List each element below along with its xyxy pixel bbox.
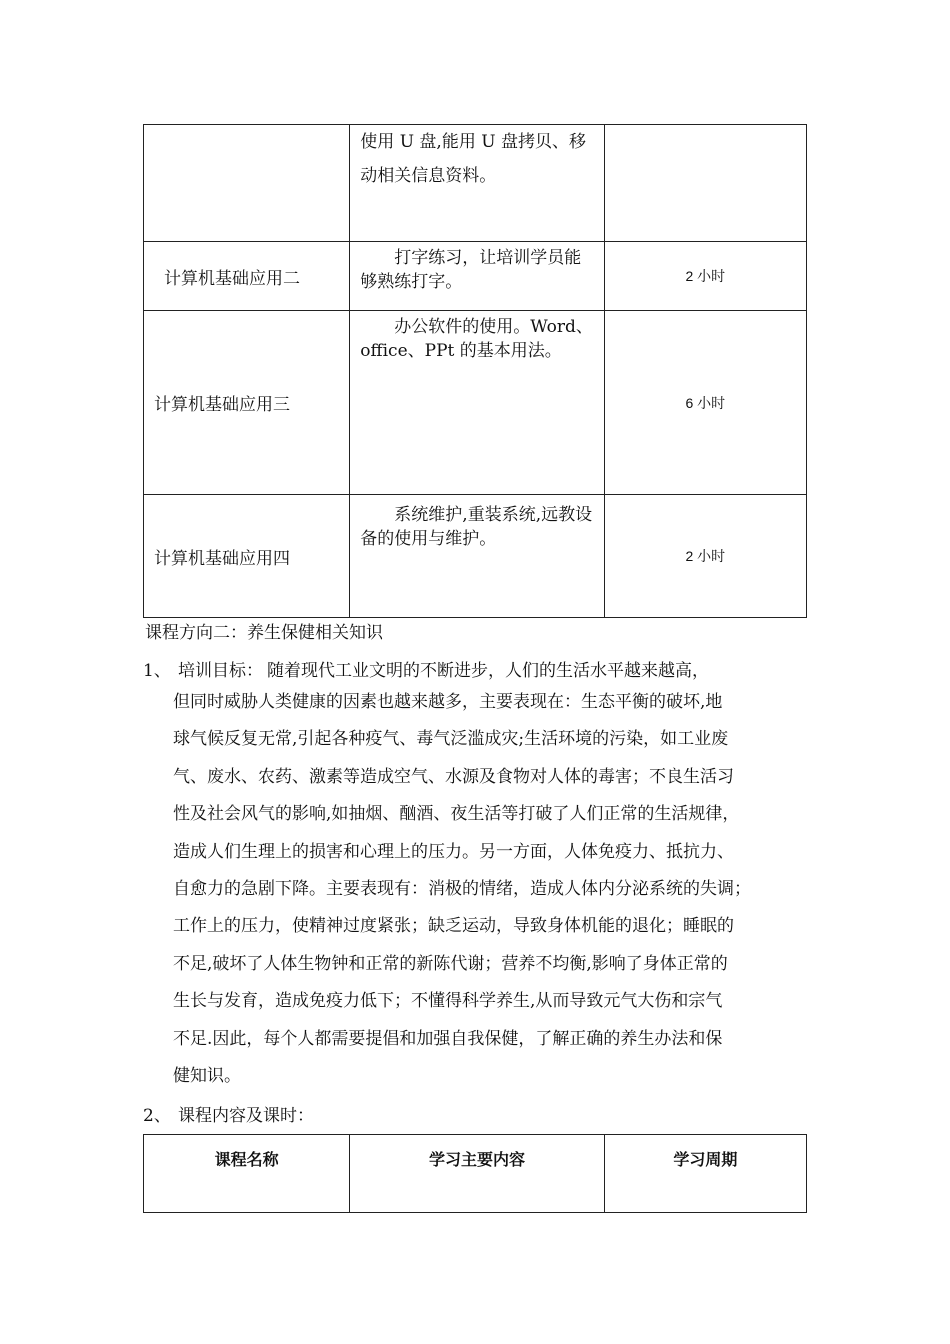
course-content-text: 系统维护,重装系统,远教设备的使用与维护。 [360,505,593,549]
course-content-cell [350,125,604,242]
paragraph-line: 工作上的压力，使精神过度紧张；缺乏运动，导致身体机能的退化；睡眠的 [173,916,734,937]
table-row [144,495,807,618]
paragraph-line: 性及社会风气的影响,如抽烟、酗酒、夜生活等打破了人们正常的生活规律， [173,804,740,825]
course-content-text: 使用 U 盘,能用 U 盘拷贝、移动相关信息资料。 [360,132,586,186]
course-hours-cell: 6 小时 [604,311,806,495]
course-table-1 [143,124,807,618]
list-label: 培训目标： [178,661,263,681]
course-name-cell: 计算机基础应用四 [144,495,350,618]
course-hours-cell [604,125,806,242]
course-content-cell [350,242,604,311]
list-label: 课程内容及课时： [178,1106,314,1126]
section-heading: 课程方向二：养生保健相关知识 [145,623,383,643]
paragraph-line: 健知识。 [173,1065,241,1086]
column-header-content: 学习主要内容 [350,1135,604,1213]
paragraph-line: 球气候反复无常,引起各种疫气、毒气泛滥成灾;生活环境的污染，如工业废 [173,729,729,750]
paragraph-line: 造成人们生理上的损害和心理上的压力。另一方面，人体免疫力、抵抗力、 [173,841,734,862]
list-number: 1、 [143,661,171,681]
list-number: 2、 [143,1106,171,1126]
course-content-cell [350,311,604,495]
table-header-row [144,1135,807,1213]
paragraph-line: 自愈力的急剧下降。主要表现有：消极的情绪，造成人体内分泌系统的失调； [173,878,751,899]
paragraph-line: 不足,破坏了人体生物钟和正常的新陈代谢；营养不均衡,影响了身体正常的 [173,953,728,974]
table-row [144,311,807,495]
paragraph-first-line: 随着现代工业文明的不断进步，人们的生活水平越来越高， [267,661,709,681]
course-content-cell [350,495,604,618]
course-name-cell: 计算机基础应用二 [144,242,350,311]
paragraph-line: 但同时威胁人类健康的因素也越来越多，主要表现在：生态平衡的破坏,地 [173,692,723,712]
column-header-period: 学习周期 [604,1135,806,1213]
course-name-cell: 计算机基础应用三 [144,311,350,495]
paragraph-line: 生长与发育，造成免疫力低下；不懂得科学养生,从而导致元气大伤和宗气 [173,991,723,1012]
table-row [144,242,807,311]
course-name-cell [144,125,350,242]
table-row [144,125,807,242]
course-hours-cell: 2 小时 [604,495,806,618]
training-goal-paragraph [173,684,833,1095]
column-header-course-name: 课程名称 [144,1135,350,1213]
paragraph-line: 气、废水、农药、激素等造成空气、水源及食物对人体的毒害；不良生活习 [173,766,734,787]
course-hours-cell: 2 小时 [604,242,806,311]
course-table-2 [143,1134,807,1213]
course-content-text: 打字练习，让培训学员能够熟练打字。 [360,248,582,292]
paragraph-line: 不足.因此，每个人都需要提倡和加强自我保健，了解正确的养生办法和保 [173,1028,723,1049]
course-content-text: 办公软件的使用。Word、office、PPt 的基本用法。 [360,317,593,361]
